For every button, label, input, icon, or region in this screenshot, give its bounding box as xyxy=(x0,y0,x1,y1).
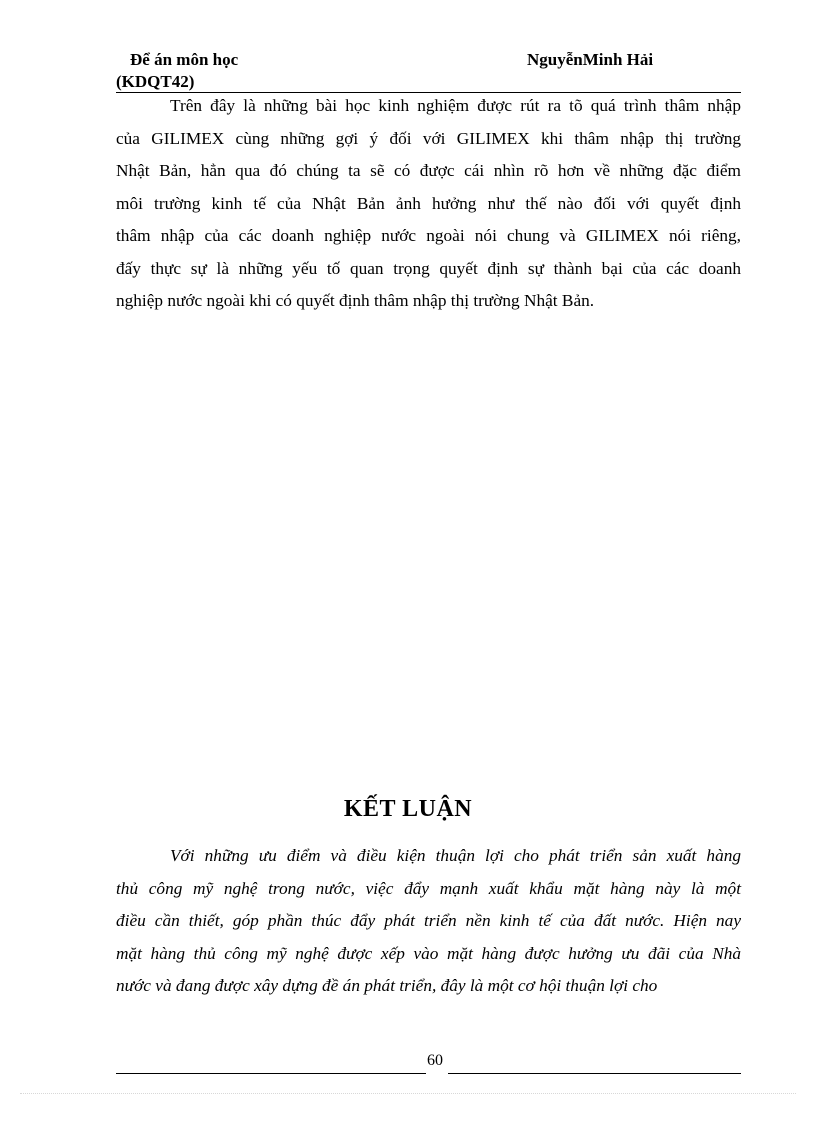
footer-divider-right xyxy=(448,1073,741,1074)
paragraph-line: thủ công mỹ nghệ trong nước, việc đẩy mạnh xuất khẩu mặt hàng này là một xyxy=(116,878,741,898)
body-paragraph-2 xyxy=(116,840,741,1003)
paragraph-line: Nhật Bản, hẳn qua đó chúng ta sẽ có được cái nhìn rõ hơn về những đặc điểm xyxy=(116,161,741,180)
page-bottom-dotted-edge xyxy=(20,1093,796,1094)
paragraph-line: nước và đang được xây dựng đề án phát triển, đây là một cơ hội thuận lợi cho xyxy=(116,976,658,995)
paragraph-line: thâm nhập của các doanh nghiệp nước ngoài nói chung và GILIMEX nói riêng, xyxy=(116,226,741,245)
paragraph-line: Với những ưu điểm và điều kiện thuận lợi cho phát triển sản xuất hàng xyxy=(170,846,741,865)
conclusion-heading: KẾT LUẬN xyxy=(343,796,473,822)
page-number: 60 xyxy=(427,1052,443,1069)
header-class-code: (KDQT42) xyxy=(116,72,195,91)
paragraph-line: nghiệp nước ngoài khi có quyết định thâm nhập thị trường Nhật Bản. xyxy=(116,291,595,310)
footer-divider-left xyxy=(116,1073,426,1074)
body-paragraph-1 xyxy=(116,90,741,318)
paragraph-line: Trên đây là những bài học kinh nghiệm được rút ra tõ quá trình thâm nhập xyxy=(170,96,741,115)
paragraph-line: môi trường kinh tế của Nhật Bản ảnh hưởng như thế nào đối với quyết định xyxy=(116,193,741,213)
header-course-title: Để án môn học xyxy=(130,50,239,69)
paragraph-line: đấy thực sự là những yếu tố quan trọng quyết định sự thành bại của các doanh xyxy=(116,258,741,278)
paragraph-line: của GILIMEX cùng những gợi ý đối với GILIMEX khi thâm nhập thị trường xyxy=(116,128,741,148)
header-author: NguyễnMinh Hải xyxy=(527,50,654,69)
paragraph-line: mặt hàng thủ công mỹ nghệ được xếp vào mặt hàng được hưởng ưu đãi của Nhà xyxy=(116,943,741,963)
paragraph-line: điều cần thiết, góp phần thúc đẩy phát triển nền kinh tế của đất nước. Hiện nay xyxy=(116,911,741,930)
